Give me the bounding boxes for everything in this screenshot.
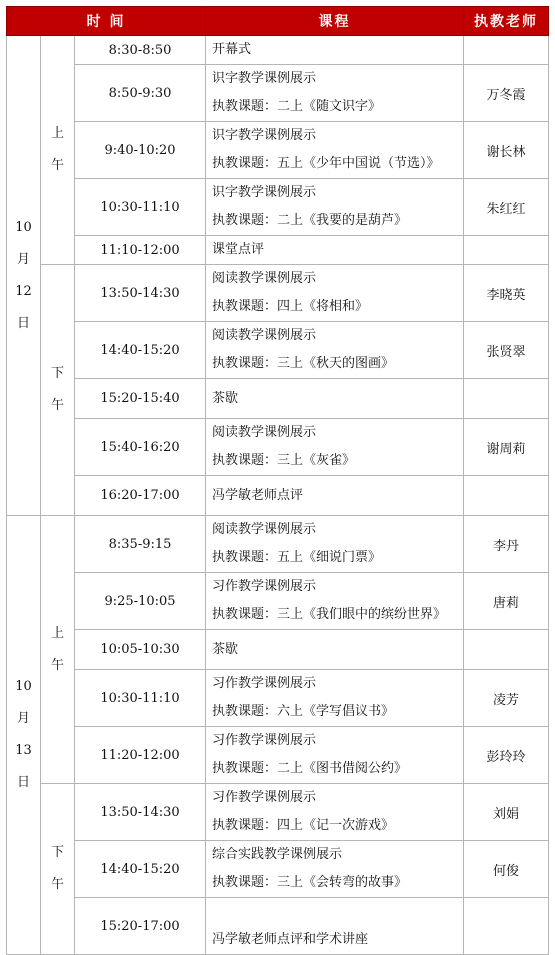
course-line: 阅读教学课例展示 bbox=[212, 425, 317, 440]
time-cell: 8:50-9:30 bbox=[75, 65, 206, 122]
teacher-cell bbox=[464, 630, 549, 670]
course-cell bbox=[206, 476, 464, 516]
course-line: 执教课题：二上《我要的是葫芦》 bbox=[212, 213, 408, 228]
date-cell bbox=[7, 36, 41, 516]
course-line: 执教课题：三上《秋天的图画》 bbox=[212, 356, 395, 371]
time-cell: 15:20-17:00 bbox=[75, 898, 206, 955]
teacher-cell: 谢长林 bbox=[464, 122, 549, 179]
course-line: 执教课题：四上《将相和》 bbox=[212, 299, 369, 314]
teacher-cell bbox=[464, 36, 549, 65]
course-line bbox=[212, 898, 463, 926]
course-line: 综合实践教学课例展示 bbox=[212, 847, 343, 862]
table-row bbox=[7, 516, 549, 573]
teacher-cell: 朱红红 bbox=[464, 179, 549, 236]
period-char: 上 bbox=[50, 126, 64, 141]
teacher-cell: 谢周莉 bbox=[464, 419, 549, 476]
course-line: 冯学敏老师点评和学术讲座 bbox=[212, 932, 369, 947]
course-line: 执教课题：三上《我们眼中的缤纷世界》 bbox=[212, 607, 447, 622]
teacher-cell bbox=[464, 236, 549, 265]
table-row bbox=[7, 476, 549, 516]
course-line: 执教课题：五上《少年中国说（节选）》 bbox=[212, 156, 440, 171]
table-row bbox=[7, 236, 549, 265]
course-line: 识字教学课例展示 bbox=[212, 71, 317, 86]
course-cell bbox=[206, 122, 464, 179]
table-row bbox=[7, 265, 549, 322]
date-cell bbox=[7, 516, 41, 955]
course-cell bbox=[206, 898, 464, 955]
course-cell bbox=[206, 727, 464, 784]
date-char: 12 bbox=[15, 283, 32, 299]
time-cell: 8:30-8:50 bbox=[75, 36, 206, 65]
time-cell: 15:20-15:40 bbox=[75, 379, 206, 419]
teacher-cell: 李丹 bbox=[464, 516, 549, 573]
course-line: 执教课题：六上《学写倡议书》 bbox=[212, 704, 395, 719]
course-line: 开幕式 bbox=[212, 42, 252, 57]
course-cell bbox=[206, 516, 464, 573]
course-cell bbox=[206, 630, 464, 670]
teacher-cell: 何俊 bbox=[464, 841, 549, 898]
date-char: 月 bbox=[16, 251, 30, 267]
time-header: 时 间 bbox=[7, 7, 206, 36]
date-char: 10 bbox=[15, 219, 32, 235]
course-line: 阅读教学课例展示 bbox=[212, 522, 317, 537]
course-cell bbox=[206, 841, 464, 898]
course-cell bbox=[206, 379, 464, 419]
table-row bbox=[7, 419, 549, 476]
date-char: 日 bbox=[16, 315, 30, 331]
table-row bbox=[7, 898, 549, 955]
course-line: 执教课题：二上《图书借阅公约》 bbox=[212, 761, 408, 776]
time-cell: 10:30-11:10 bbox=[75, 179, 206, 236]
table-row bbox=[7, 36, 549, 65]
teacher-cell bbox=[464, 379, 549, 419]
period-cell bbox=[41, 516, 75, 784]
course-line: 习作教学课例展示 bbox=[212, 790, 317, 805]
period-char: 午 bbox=[50, 158, 64, 173]
period-char: 午 bbox=[50, 877, 64, 892]
teacher-cell: 万冬霞 bbox=[464, 65, 549, 122]
teacher-cell bbox=[464, 476, 549, 516]
time-cell: 13:50-14:30 bbox=[75, 265, 206, 322]
teacher-cell: 李晓英 bbox=[464, 265, 549, 322]
date-char: 10 bbox=[15, 679, 32, 694]
schedule-table bbox=[6, 6, 549, 955]
course-cell bbox=[206, 322, 464, 379]
table-row bbox=[7, 573, 549, 630]
course-line: 执教课题：三上《会转弯的故事》 bbox=[212, 875, 408, 890]
table-row bbox=[7, 784, 549, 841]
course-line: 执教课题：三上《灰雀》 bbox=[212, 453, 356, 468]
time-cell: 13:50-14:30 bbox=[75, 784, 206, 841]
table-row bbox=[7, 670, 549, 727]
table-row bbox=[7, 379, 549, 419]
course-cell bbox=[206, 265, 464, 322]
course-line: 课堂点评 bbox=[212, 242, 265, 257]
course-cell bbox=[206, 670, 464, 727]
time-cell: 10:05-10:30 bbox=[75, 630, 206, 670]
teacher-header: 执教老师 bbox=[464, 7, 549, 36]
time-cell: 8:35-9:15 bbox=[75, 516, 206, 573]
time-cell: 10:30-11:10 bbox=[75, 670, 206, 727]
teacher-cell: 凌芳 bbox=[464, 670, 549, 727]
header-row bbox=[7, 7, 549, 36]
time-cell: 11:10-12:00 bbox=[75, 236, 206, 265]
course-line: 冯学敏老师点评 bbox=[212, 487, 304, 503]
period-char: 下 bbox=[50, 845, 64, 860]
teacher-cell bbox=[464, 898, 549, 955]
period-cell bbox=[41, 784, 75, 955]
time-cell: 14:40-15:20 bbox=[75, 841, 206, 898]
time-cell: 16:20-17:00 bbox=[75, 476, 206, 516]
date-char: 日 bbox=[16, 775, 30, 790]
teacher-cell: 张贤翠 bbox=[464, 322, 549, 379]
period-char: 上 bbox=[50, 625, 64, 641]
course-line: 阅读教学课例展示 bbox=[212, 271, 317, 286]
course-line: 习作教学课例展示 bbox=[212, 676, 317, 691]
time-cell: 15:40-16:20 bbox=[75, 419, 206, 476]
date-char: 月 bbox=[16, 711, 30, 726]
period-cell bbox=[41, 265, 75, 516]
table-row bbox=[7, 727, 549, 784]
table-row bbox=[7, 179, 549, 236]
period-cell bbox=[41, 36, 75, 265]
course-line: 茶歇 bbox=[212, 641, 239, 657]
course-cell bbox=[206, 236, 464, 265]
course-header: 课程 bbox=[206, 7, 464, 36]
course-line: 识字教学课例展示 bbox=[212, 185, 317, 200]
course-cell bbox=[206, 419, 464, 476]
teacher-cell: 彭玲玲 bbox=[464, 727, 549, 784]
date-char: 13 bbox=[15, 743, 32, 758]
time-cell: 9:40-10:20 bbox=[75, 122, 206, 179]
teacher-cell: 刘娟 bbox=[464, 784, 549, 841]
schedule-body bbox=[7, 36, 549, 955]
table-row bbox=[7, 322, 549, 379]
course-cell bbox=[206, 65, 464, 122]
course-line: 茶歇 bbox=[212, 390, 239, 406]
period-char: 午 bbox=[50, 657, 64, 673]
time-cell: 9:25-10:05 bbox=[75, 573, 206, 630]
teacher-cell: 唐莉 bbox=[464, 573, 549, 630]
course-line: 识字教学课例展示 bbox=[212, 128, 317, 143]
course-cell bbox=[206, 179, 464, 236]
table-row bbox=[7, 122, 549, 179]
table-row bbox=[7, 65, 549, 122]
time-cell: 11:20-12:00 bbox=[75, 727, 206, 784]
course-line: 执教课题：五上《细说门票》 bbox=[212, 550, 382, 565]
course-line: 执教课题：四上《记一次游戏》 bbox=[212, 818, 395, 833]
table-row bbox=[7, 630, 549, 670]
course-line: 习作教学课例展示 bbox=[212, 579, 317, 594]
period-char: 下 bbox=[50, 366, 64, 381]
schedule-sheet bbox=[6, 6, 548, 947]
course-cell bbox=[206, 36, 464, 65]
course-line: 执教课题：二上《随文识字》 bbox=[212, 99, 382, 114]
course-line: 阅读教学课例展示 bbox=[212, 328, 317, 343]
course-cell bbox=[206, 573, 464, 630]
period-char: 午 bbox=[50, 398, 64, 413]
course-cell bbox=[206, 784, 464, 841]
time-cell: 14:40-15:20 bbox=[75, 322, 206, 379]
course-line: 习作教学课例展示 bbox=[212, 733, 317, 748]
table-row bbox=[7, 841, 549, 898]
